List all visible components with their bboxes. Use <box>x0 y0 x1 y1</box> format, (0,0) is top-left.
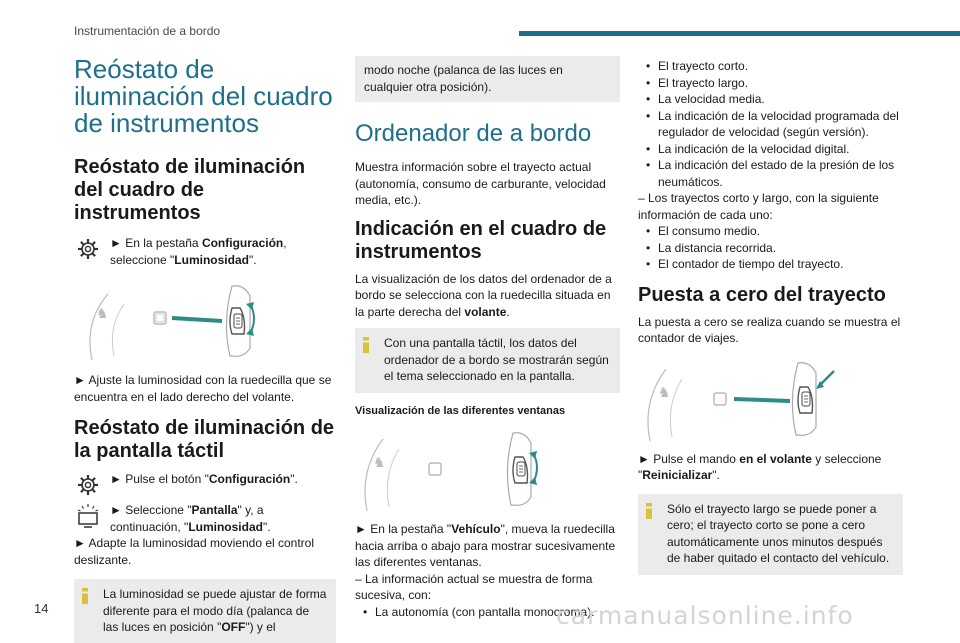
windows-heading: Visualización de las diferentes ventanas <box>355 404 566 417</box>
page-number: 14 <box>34 601 49 616</box>
list-item: • La indicación de la velocidad digital. <box>638 141 903 158</box>
list-item: • La indicación de la velocidad programada del regulador de velocidad (según versión). <box>638 108 903 141</box>
steering-wheel-illustration <box>74 282 336 362</box>
list-item: • La autonomía (con pantalla monocroma). <box>355 604 620 621</box>
column-1 <box>74 56 336 643</box>
step-slider: ► Adapte la luminosidad moviendo el control deslizante. <box>74 536 315 567</box>
info-icon <box>82 588 88 604</box>
column-3 <box>638 58 903 575</box>
subsection-title-touchscreen-rheostat: Reóstato de iluminación de la pantalla táctil <box>74 417 335 462</box>
subsection-title-instrument-rheostat: Reóstato de iluminación del cuadro de instrumentos <box>74 156 306 224</box>
subsection-title-instrument-display: Indicación en el cuadro de instrumentos <box>355 217 607 263</box>
info-note: Con una pantalla táctil, los datos del ordenador de a bordo se mostrarán según el tema seleccionado en la pantalla. <box>355 328 620 393</box>
gear-icon <box>74 471 102 499</box>
list-item: • La velocidad media. <box>638 91 903 108</box>
step-reset: ► Pulse el mando en el volante y seleccione "Reinicializar". <box>638 451 882 482</box>
step-adjust: ► Ajuste la luminosidad con la ruedecilla que se encuentra en el lado derecho del volante. <box>74 373 332 404</box>
info-note: Sólo el trayecto largo se puede poner a cero; el trayecto corto se pone a cero automáticamente unos minutos después de haber quitado el contacto del vehículo. <box>638 494 903 575</box>
watermark: carmanualsonline.info <box>556 601 854 630</box>
list-item: • La indicación del estado de la presión de los neumáticos. <box>638 157 903 190</box>
section-text: La puesta a cero se realiza cuando se muestra el contador de viajes. <box>638 314 901 345</box>
step-text: ► Seleccione "Pantalla" y, a continuación, "Luminosidad". <box>110 503 271 534</box>
list-item: • El trayecto largo. <box>638 75 903 92</box>
dash-item: – Los trayectos corto y largo, con la siguiente información de cada uno: <box>638 191 879 222</box>
bullet-list-trip-data <box>638 58 903 190</box>
dash-item: – La información actual se muestra de forma sucesiva, con: <box>355 571 593 602</box>
gear-icon <box>74 235 102 263</box>
list-item: • El consumo medio. <box>638 223 903 240</box>
running-header: Instrumentación de a bordo <box>74 24 221 38</box>
section-title-trip-computer: Ordenador de a bordo <box>355 120 592 147</box>
step-configuration <box>74 235 336 268</box>
list-item: • La distancia recorrida. <box>638 240 903 257</box>
bullet-list-trip-info <box>638 223 903 273</box>
step-select-screen <box>74 502 336 535</box>
info-note-continued: modo noche (palanca de las luces en cualquier otra posición). <box>355 56 620 102</box>
section-title-rheostat: Reóstato de iluminación del cuadro de instrumentos <box>74 54 333 138</box>
svg-text:♞: ♞ <box>373 455 386 471</box>
info-icon <box>363 337 369 353</box>
screen-brightness-icon <box>74 502 102 530</box>
svg-text:♞: ♞ <box>658 384 671 401</box>
steering-wheel-illustration <box>638 357 903 443</box>
section-text: La visualización de los datos del ordenador de a bordo se selecciona con la ruedecilla situada en la parte derecha del volante. <box>355 271 612 319</box>
list-item: • El trayecto corto. <box>638 58 903 75</box>
step-text: ► Pulse el botón "Configuración". <box>110 472 298 486</box>
svg-text:♞: ♞ <box>96 306 109 322</box>
info-icon <box>646 503 652 519</box>
steering-wheel-illustration <box>355 427 620 513</box>
step-text: ► En la pestaña Configuración, seleccione "Luminosidad". <box>110 236 287 267</box>
column-2 <box>355 56 620 620</box>
step-press-config <box>74 471 336 499</box>
subsection-title-trip-reset: Puesta a cero del trayecto <box>638 283 886 306</box>
step-vehicle-tab: ► En la pestaña "Vehículo", mueva la ruedecilla hacia arriba o abajo para mostrar sucesivamente las diferentes ventanas. <box>355 522 616 569</box>
list-item: • El contador de tiempo del trayecto. <box>638 256 903 273</box>
info-note: La luminosidad se puede ajustar de forma diferente para el modo día (palanca de las luces en posición "OFF") y el <box>74 579 336 643</box>
header-accent-bar <box>519 31 960 36</box>
intro-text: Muestra información sobre el trayecto actual (autonomía, consumo de carburante, velocidad media, etc.). <box>355 160 606 207</box>
